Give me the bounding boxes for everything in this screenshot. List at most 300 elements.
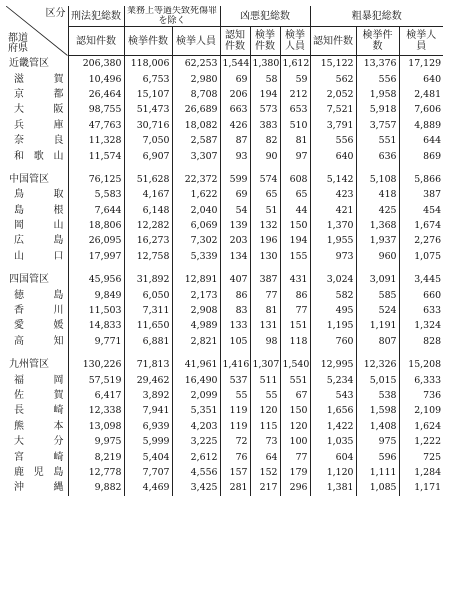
region-name: 四国管区 [6,272,68,287]
value-cell: 194 [250,87,280,102]
prefecture-name: 福岡 [6,372,68,387]
spacer-row [6,264,443,272]
value-cell: 5,015 [356,372,399,387]
value-cell: 4,556 [172,465,220,480]
prefecture-row [6,372,443,387]
value-cell: 76 [220,449,250,464]
value-cell: 1,937 [356,233,399,248]
prefecture-row [6,334,443,349]
value-cell: 12,758 [124,249,172,264]
value-cell: 421 [310,203,356,218]
value-cell: 537 [220,372,250,387]
value-cell: 1,284 [414,466,442,478]
value-cell: 120 [250,403,280,418]
prefecture-row [6,187,443,202]
prefecture-name: 大分 [6,434,68,449]
value-cell: 9,882 [68,480,124,495]
value-cell: 6,069 [172,218,220,233]
value-cell: 1,035 [310,434,356,449]
value-cell: 5,339 [172,249,220,264]
value-cell: 18,806 [68,218,124,233]
value-cell: 1,368 [356,218,399,233]
spacer-cell [250,349,280,357]
subheader-col: 検挙件数 [250,27,280,56]
value-cell: 2,481 [414,88,442,100]
spacer-cell [124,264,172,272]
value-cell: 281 [220,480,250,495]
value-cell: 604 [310,449,356,464]
value-cell: 585 [356,287,399,302]
prefecture-row [6,419,443,434]
value-cell: 5,583 [68,187,124,202]
value-cell: 423 [310,187,356,202]
value-cell: 8,708 [172,87,220,102]
value-cell: 4,469 [124,480,172,495]
value-cell: 13,376 [356,56,399,72]
subheader-col: 認知件数 [220,27,250,56]
value-cell: 1,075 [414,250,442,262]
value-cell: 8,219 [68,449,124,464]
value-cell: 11,650 [124,318,172,333]
value-cell: 54 [220,203,250,218]
value-cell: 1,370 [310,218,356,233]
value-cell: 2,276 [414,235,442,247]
value-cell: 543 [310,388,356,403]
value-cell: 6,881 [124,334,172,349]
prefecture-row [6,148,443,163]
value-cell: 2,109 [414,405,442,417]
value-cell: 5,918 [356,102,399,117]
value-cell: 98,755 [68,102,124,117]
value-cell: 3,892 [124,388,172,403]
value-cell: 64 [250,449,280,464]
spacer-cell [6,349,68,357]
crime-statistics-table [6,6,443,496]
value-cell: 6,907 [124,148,172,163]
value-cell: 596 [356,449,399,464]
value-cell: 1,324 [414,320,442,332]
value-cell: 4,889 [414,119,442,131]
spacer-cell [68,264,124,272]
subheader-col: 検挙人員 [399,27,443,56]
value-cell: 150 [280,403,310,418]
value-cell: 725 [423,451,442,463]
value-cell: 1,416 [220,357,250,372]
value-cell: 151 [280,318,310,333]
value-cell: 90 [250,148,280,163]
spacer-cell [356,349,399,357]
value-cell: 1,408 [356,419,399,434]
value-cell: 22,372 [172,172,220,187]
value-cell: 55 [220,388,250,403]
value-cell: 383 [250,118,280,133]
value-cell: 100 [280,434,310,449]
value-cell: 31,892 [124,272,172,287]
value-cell: 9,975 [68,434,124,449]
value-cell: 960 [356,249,399,264]
value-cell: 2,040 [172,203,220,218]
spacer-cell [172,349,220,357]
value-cell: 573 [250,102,280,117]
value-cell: 17,997 [68,249,124,264]
value-cell: 387 [250,272,280,287]
value-cell: 3,024 [310,272,356,287]
value-cell: 196 [250,233,280,248]
prefecture-name: 京都 [6,87,68,102]
value-cell: 2,587 [172,133,220,148]
value-cell: 12,282 [124,218,172,233]
spacer-cell [310,349,356,357]
prefecture-row [6,287,443,302]
spacer-cell [280,164,310,172]
value-cell: 86 [280,287,310,302]
value-cell: 9,849 [68,287,124,302]
value-cell: 11,328 [68,133,124,148]
header-violent: 凶悪犯総数 [220,6,310,27]
value-cell: 608 [280,172,310,187]
prefecture-name: 熊本 [6,419,68,434]
value-cell: 551 [280,372,310,387]
value-cell: 1,656 [310,403,356,418]
value-cell: 1,222 [414,436,442,448]
prefecture-row [6,303,443,318]
prefecture-name: 広島 [6,233,68,248]
spacer-row [6,164,443,172]
value-cell: 431 [280,272,310,287]
value-cell: 582 [310,287,356,302]
spacer-cell [399,349,443,357]
value-cell: 77 [280,449,310,464]
value-cell: 7,302 [172,233,220,248]
value-cell: 97 [280,148,310,163]
value-cell: 807 [356,334,399,349]
value-cell: 1,191 [356,318,399,333]
value-cell: 4,989 [172,318,220,333]
value-cell: 206,380 [68,56,124,72]
prefecture-row [6,403,443,418]
value-cell: 58 [250,71,280,86]
value-cell: 194 [280,233,310,248]
value-cell: 599 [220,172,250,187]
prefecture-row [6,465,443,480]
value-cell: 7,644 [68,203,124,218]
value-cell: 152 [250,465,280,480]
value-cell: 67 [280,388,310,403]
prefecture-row [6,218,443,233]
value-cell: 1,111 [356,465,399,480]
value-cell: 134 [220,249,250,264]
value-cell: 644 [423,135,442,147]
value-cell: 660 [423,289,442,301]
spacer-cell [250,164,280,172]
value-cell: 12,891 [172,272,220,287]
value-cell: 1,612 [280,56,310,72]
value-cell: 562 [310,71,356,86]
value-cell: 12,338 [68,403,124,418]
prefecture-row [6,449,443,464]
value-cell: 3,307 [172,148,220,163]
spacer-cell [6,264,68,272]
value-cell: 1,120 [310,465,356,480]
value-cell: 640 [310,148,356,163]
value-cell: 975 [356,434,399,449]
value-cell: 203 [220,233,250,248]
value-cell: 11,503 [68,303,124,318]
value-cell: 93 [220,148,250,163]
value-cell: 556 [310,133,356,148]
value-cell: 26,689 [172,102,220,117]
value-cell: 1,674 [414,220,442,232]
spacer-cell [280,264,310,272]
value-cell: 81 [280,133,310,148]
value-cell: 76,125 [68,172,124,187]
value-cell: 118,006 [124,56,172,72]
value-cell: 155 [280,249,310,264]
value-cell: 7,521 [310,102,356,117]
value-cell: 30,716 [124,118,172,133]
value-cell: 69 [220,71,250,86]
value-cell: 150 [280,218,310,233]
value-cell: 130,226 [68,357,124,372]
value-cell: 81 [250,303,280,318]
header-total: 刑法犯総数 [68,6,124,27]
value-cell: 6,417 [68,388,124,403]
value-cell: 217 [250,480,280,495]
value-cell: 5,999 [124,434,172,449]
value-cell: 1,955 [310,233,356,248]
value-cell: 1,544 [220,56,250,72]
value-cell: 3,791 [310,118,356,133]
region-name: 九州管区 [6,357,68,372]
value-cell: 59 [280,71,310,86]
value-cell: 6,050 [124,287,172,302]
value-cell: 1,195 [310,318,356,333]
prefecture-name: 和歌山 [6,148,68,163]
corner-header [6,6,68,56]
value-cell: 1,624 [414,420,442,432]
region-name: 近畿管区 [6,56,68,72]
value-cell: 132 [250,218,280,233]
value-cell: 69 [220,187,250,202]
subheader-col: 検挙件数 [356,27,399,56]
value-cell: 425 [356,203,399,218]
spacer-cell [250,264,280,272]
region-name: 中国管区 [6,172,68,187]
prefecture-name: 高知 [6,334,68,349]
value-cell: 6,753 [124,71,172,86]
value-cell: 1,380 [250,56,280,72]
value-cell: 556 [356,71,399,86]
value-cell: 296 [280,480,310,495]
value-cell: 41,961 [172,357,220,372]
value-cell: 3,445 [414,274,442,286]
prefecture-row [6,388,443,403]
prefecture-name: 沖縄 [6,480,68,495]
value-cell: 77 [280,303,310,318]
value-cell: 5,404 [124,449,172,464]
spacer-cell [68,164,124,172]
corner-top-label: 区分 [45,8,66,19]
value-cell: 7,606 [414,104,442,116]
value-cell: 2,908 [172,303,220,318]
prefecture-row [6,102,443,117]
value-cell: 77 [250,287,280,302]
value-cell: 495 [310,303,356,318]
prefecture-name: 奈良 [6,133,68,148]
value-cell: 760 [310,334,356,349]
value-cell: 44 [280,203,310,218]
value-cell: 3,757 [356,118,399,133]
value-cell: 574 [250,172,280,187]
prefecture-name: 鳥取 [6,187,68,202]
value-cell: 426 [220,118,250,133]
header-rough: 粗暴犯総数 [310,6,443,27]
region-row [6,56,443,72]
value-cell: 1,085 [356,480,399,495]
value-cell: 454 [423,204,442,216]
value-cell: 2,612 [172,449,220,464]
value-cell: 2,821 [172,334,220,349]
value-cell: 119 [220,403,250,418]
value-cell: 10,496 [68,71,124,86]
value-cell: 13,098 [68,419,124,434]
value-cell: 16,273 [124,233,172,248]
value-cell: 7,050 [124,133,172,148]
prefecture-name: 佐賀 [6,388,68,403]
spacer-cell [172,164,220,172]
value-cell: 15,208 [408,359,442,371]
value-cell: 1,307 [250,357,280,372]
value-cell: 17,129 [408,58,442,70]
subheader-col: 検挙人員 [172,27,220,56]
prefecture-row [6,203,443,218]
value-cell: 26,095 [68,233,124,248]
spacer-cell [220,264,250,272]
value-cell: 1,171 [414,482,442,494]
spacer-cell [68,349,124,357]
value-cell: 511 [250,372,280,387]
value-cell: 18,082 [172,118,220,133]
prefecture-row [6,480,443,495]
spacer-cell [310,164,356,172]
value-cell: 418 [356,187,399,202]
value-cell: 51,628 [124,172,172,187]
table-body [6,56,443,496]
value-cell: 15,122 [310,56,356,72]
prefecture-name: 宮崎 [6,449,68,464]
value-cell: 83 [220,303,250,318]
value-cell: 2,052 [310,87,356,102]
value-cell: 51,473 [124,102,172,117]
value-cell: 51 [250,203,280,218]
prefecture-row [6,87,443,102]
value-cell: 55 [250,388,280,403]
subheader-col: 検挙人員 [280,27,310,56]
value-cell: 120 [280,419,310,434]
value-cell: 510 [280,118,310,133]
value-cell: 663 [220,102,250,117]
spacer-cell [172,264,220,272]
value-cell: 98 [250,334,280,349]
prefecture-name: 滋賀 [6,71,68,86]
value-cell: 633 [423,305,442,317]
value-cell: 828 [423,335,442,347]
value-cell: 71,813 [124,357,172,372]
value-cell: 45,956 [68,272,124,287]
value-cell: 7,311 [124,303,172,318]
value-cell: 131 [250,318,280,333]
value-cell: 16,490 [172,372,220,387]
header-excl: 業務上等過失致死傷罪を除く [124,6,220,27]
spacer-cell [399,164,443,172]
prefecture-name: 長崎 [6,403,68,418]
subheader-col: 認知件数 [310,27,356,56]
spacer-cell [310,264,356,272]
value-cell: 1,381 [310,480,356,495]
value-cell: 65 [250,187,280,202]
value-cell: 1,958 [356,87,399,102]
value-cell: 5,351 [172,403,220,418]
value-cell: 26,464 [68,87,124,102]
value-cell: 2,173 [172,287,220,302]
spacer-cell [124,164,172,172]
value-cell: 538 [356,388,399,403]
value-cell: 15,107 [124,87,172,102]
value-cell: 119 [220,419,250,434]
value-cell: 973 [310,249,356,264]
value-cell: 12,995 [310,357,356,372]
prefecture-row [6,133,443,148]
value-cell: 87 [220,133,250,148]
prefecture-name: 愛媛 [6,318,68,333]
value-cell: 7,941 [124,403,172,418]
prefecture-name: 岡山 [6,218,68,233]
value-cell: 12,326 [356,357,399,372]
value-cell: 206 [220,87,250,102]
value-cell: 212 [280,87,310,102]
value-cell: 7,707 [124,465,172,480]
value-cell: 2,980 [172,71,220,86]
value-cell: 86 [220,287,250,302]
value-cell: 29,462 [124,372,172,387]
spacer-cell [124,349,172,357]
value-cell: 65 [280,187,310,202]
value-cell: 105 [220,334,250,349]
value-cell: 73 [250,434,280,449]
value-cell: 157 [220,465,250,480]
value-cell: 62,253 [172,56,220,72]
value-cell: 869 [423,150,442,162]
value-cell: 640 [423,73,442,85]
value-cell: 736 [423,390,442,401]
value-cell: 72 [220,434,250,449]
prefecture-row [6,434,443,449]
value-cell: 179 [280,465,310,480]
spacer-cell [220,164,250,172]
subheader-col: 認知件数 [68,27,124,56]
value-cell: 11,574 [68,148,124,163]
spacer-cell [280,349,310,357]
value-cell: 4,167 [124,187,172,202]
region-row [6,272,443,287]
value-cell: 5,234 [310,372,356,387]
value-cell: 14,833 [68,318,124,333]
value-cell: 82 [250,133,280,148]
value-cell: 115 [250,419,280,434]
value-cell: 407 [220,272,250,287]
value-cell: 1,540 [280,357,310,372]
value-cell: 6,939 [124,419,172,434]
